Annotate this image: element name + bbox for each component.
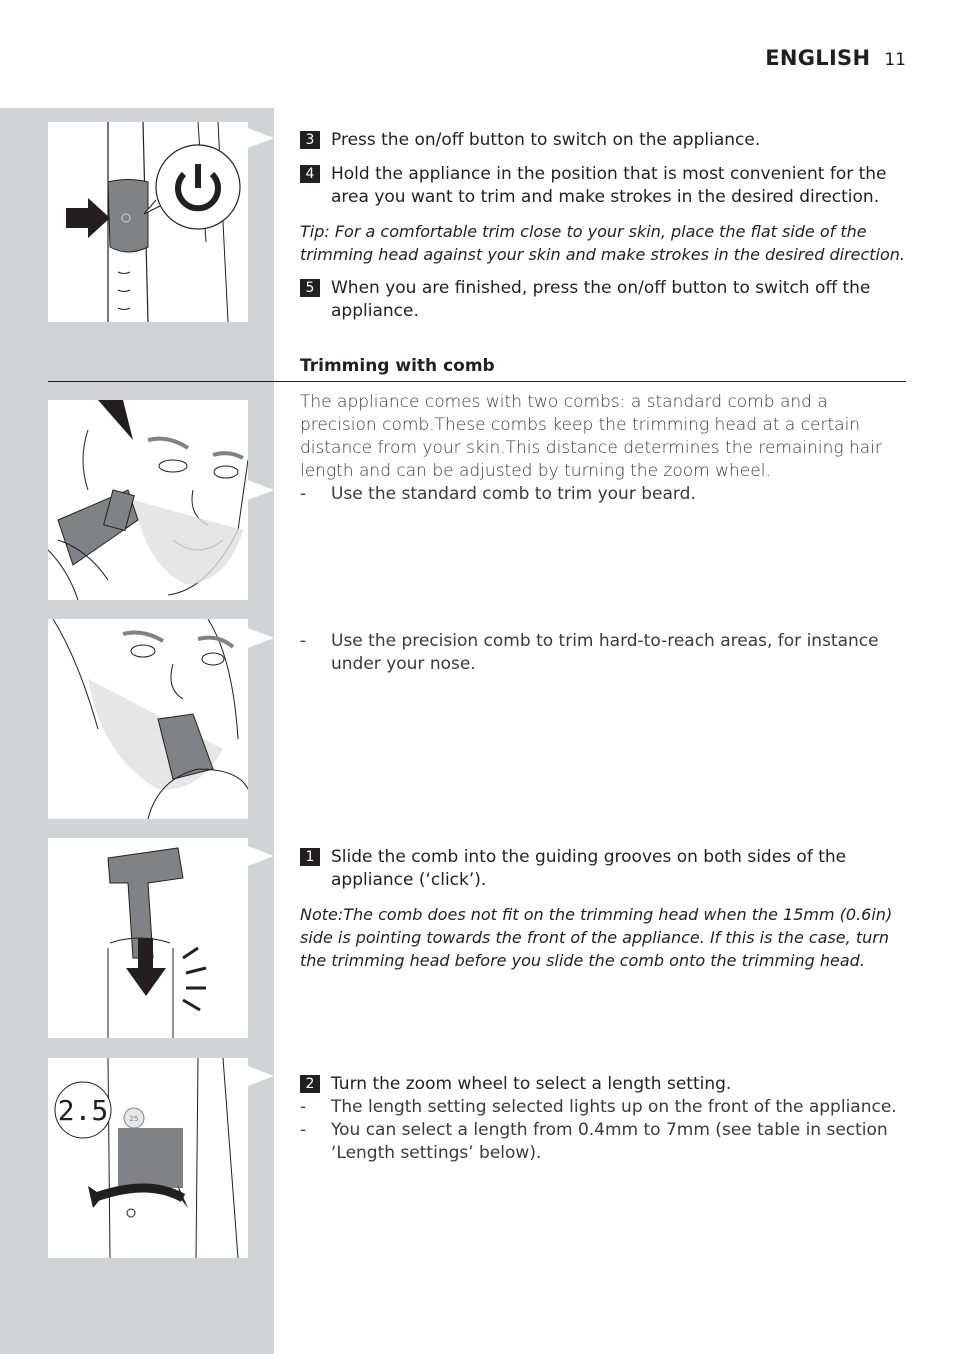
step-3 xyxy=(300,129,906,152)
bullet-dash: - xyxy=(300,1097,307,1117)
step-4 xyxy=(300,163,906,209)
step-text: Hold the appliance in the position that is most convenient for the area you want to trim and make strokes in the desired direction. xyxy=(331,164,887,207)
bullet-item xyxy=(300,483,906,506)
step-text: Turn the zoom wheel to select a length setting. xyxy=(331,1074,732,1094)
tip-text: Tip: For a comfortable trim close to your skin, place the flat side of the trimming head against your skin and make strokes in the desired direction. xyxy=(300,222,906,264)
bullet-dash: - xyxy=(300,631,307,651)
step-5 xyxy=(300,277,906,323)
section-heading: Trimming with comb xyxy=(300,356,495,376)
step-number: 5 xyxy=(300,279,320,297)
comb-intro-block xyxy=(300,391,906,506)
bullet-text: You can select a length from 0.4mm to 7mm (see table in section ‘Length settings’ below). xyxy=(331,1120,888,1163)
step-text: When you are finished, press the on/off button to switch off the appliance. xyxy=(331,278,871,321)
figure-pointer xyxy=(248,1066,274,1086)
step-text: Press the on/off button to switch on the appliance. xyxy=(331,130,761,150)
attach-comb-block xyxy=(300,846,906,983)
page-header xyxy=(765,46,906,70)
figure-pointer xyxy=(248,480,274,500)
bullet-item xyxy=(300,630,906,676)
bullet-dash: - xyxy=(300,484,307,504)
section-divider xyxy=(48,381,906,382)
step-1 xyxy=(300,846,906,892)
figure-power-button xyxy=(48,122,248,322)
step-number: 2 xyxy=(300,1075,320,1093)
bullet-dash: - xyxy=(300,1120,307,1140)
intro-paragraph: The appliance comes with two combs: a standard comb and a precision comb.These combs keep the trimming head at a certain distance from your skin.This distance determines the remaining hair length and can be adjusted by turning the zoom wheel. xyxy=(300,392,882,481)
step-text: Slide the comb into the guiding grooves on both sides of the appliance (‘click’). xyxy=(331,847,847,890)
figure-standard-comb xyxy=(48,400,248,600)
bullet-text: The length setting selected lights up on the front of the appliance. xyxy=(331,1097,897,1117)
display-value: 2.5 xyxy=(57,1094,109,1127)
section-switch-on xyxy=(300,129,906,334)
step-number: 1 xyxy=(300,848,320,866)
step-2 xyxy=(300,1073,906,1096)
figure-pointer xyxy=(248,846,274,866)
figure-precision-comb xyxy=(48,619,248,819)
bullet-text: Use the standard comb to trim your beard. xyxy=(331,484,696,504)
step-number: 3 xyxy=(300,131,320,149)
length-setting-block xyxy=(300,1073,906,1165)
step-number: 4 xyxy=(300,165,320,183)
page-number: 11 xyxy=(884,50,906,70)
bullet-item xyxy=(300,1096,906,1119)
bullet-item xyxy=(300,1119,906,1165)
figure-pointer xyxy=(248,128,274,148)
figure-zoom-wheel xyxy=(48,1058,248,1258)
figure-attach-comb xyxy=(48,838,248,1038)
language-label: ENGLISH xyxy=(765,46,871,70)
figure-pointer xyxy=(248,628,274,648)
precision-comb-block xyxy=(300,630,906,676)
bullet-text: Use the precision comb to trim hard-to-reach areas, for instance under your nose. xyxy=(331,631,879,674)
note-text: Note:The comb does not fit on the trimming head when the 15mm (0.6in) side is pointing towards the front of the appliance. If this is the case, turn the trimming head before you slide the comb onto the trimming head. xyxy=(300,905,893,970)
small-display-value: 25 xyxy=(129,1115,139,1123)
